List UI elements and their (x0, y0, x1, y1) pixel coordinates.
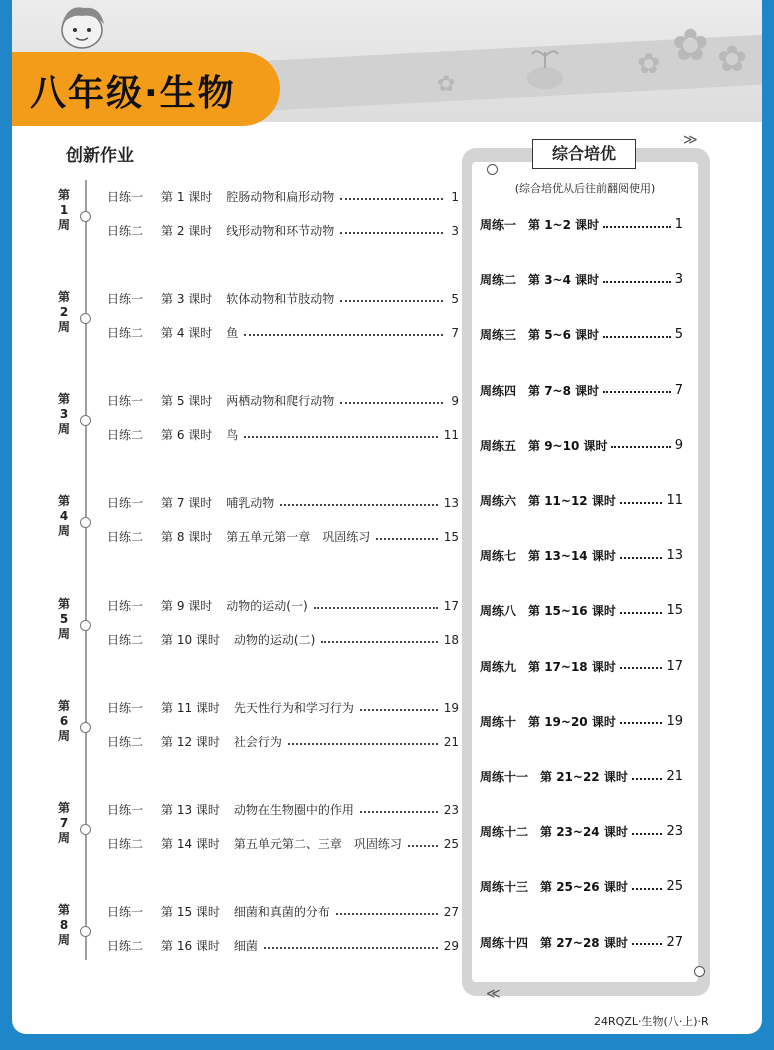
toc-day: 日练二 (107, 530, 144, 544)
panel-row-page: 13 (666, 548, 683, 564)
week-label-char: 4 (59, 509, 69, 523)
panel-row-name: 周练十 (480, 714, 517, 729)
panel-row[interactable] (480, 492, 683, 509)
toc-row[interactable] (107, 597, 459, 614)
dot-leader (620, 667, 663, 669)
week-label-char: 5 (59, 612, 69, 626)
dot-leader (244, 436, 437, 438)
toc-lesson: 第 9 课时 (161, 599, 213, 613)
panel-row[interactable] (480, 271, 683, 288)
panel-row-lessons: 第 17~18 课时 (528, 659, 616, 674)
toc-row[interactable] (107, 937, 459, 954)
toc-day: 日练一 (107, 701, 144, 715)
panel-row-page: 7 (674, 382, 683, 398)
panel-row-name: 周练二 (480, 273, 517, 288)
week-label-char: 周 (57, 933, 70, 947)
panel-row-name: 周练九 (480, 659, 517, 674)
week-label-char: 周 (57, 218, 70, 232)
toc-topic: 细菌和真菌的分布 (233, 905, 330, 919)
panel-row-name: 周练八 (480, 604, 517, 619)
dot-leader (632, 888, 663, 890)
dot-leader (611, 446, 670, 448)
dot-leader (336, 913, 438, 915)
dot-leader (321, 641, 437, 643)
toc-page-number: 3 (451, 223, 459, 238)
toc-topic: 细菌 (233, 939, 258, 953)
toc-page-number: 1 (451, 189, 459, 204)
panel-row-name: 周练三 (480, 328, 517, 343)
toc-row[interactable] (107, 631, 459, 648)
panel-row[interactable] (480, 602, 683, 619)
toc-topic: 两栖动物和爬行动物 (226, 394, 335, 408)
week-label-char: 周 (57, 422, 70, 436)
toc-row[interactable] (107, 324, 459, 341)
week-label-char: 第 (57, 290, 70, 304)
toc-lesson: 第 15 课时 (161, 905, 220, 919)
panel-row-lessons: 第 21~22 课时 (540, 770, 628, 784)
week-label-char: 6 (59, 714, 69, 728)
week-label-char: 第 (57, 801, 70, 815)
panel-row-lessons: 第 11~12 课时 (528, 494, 616, 508)
toc-page-number: 27 (443, 904, 459, 919)
panel-row-name: 周练十一 (480, 770, 529, 784)
toc-lesson: 第 14 课时 (161, 837, 220, 851)
panel-row-lessons: 第 23~24 课时 (540, 825, 628, 840)
dot-leader (620, 502, 663, 504)
ring-icon (487, 164, 498, 175)
toc-lesson: 第 16 课时 (161, 939, 220, 953)
toc-lesson: 第 11 课时 (161, 701, 220, 715)
toc-topic: 线形动物和环节动物 (226, 224, 335, 238)
toc-day: 日练二 (107, 224, 144, 238)
toc-lesson: 第 5 课时 (161, 394, 213, 408)
flower-icon: ✿ (637, 47, 661, 80)
toc-page-number: 19 (443, 700, 459, 715)
week-label (54, 392, 74, 437)
toc-day: 日练二 (107, 735, 144, 749)
panel-row-name: 周练一 (480, 218, 517, 232)
title-tab (12, 52, 280, 126)
page-title: 八年级·生物 (30, 73, 236, 114)
panel-row[interactable] (480, 547, 683, 564)
toc-row[interactable] (107, 733, 459, 750)
toc-row[interactable] (107, 835, 459, 852)
panel-subtitle: (综合培优从后往前翻阅使用) (514, 182, 656, 195)
panel-row-lessons: 第 9~10 课时 (528, 438, 608, 453)
toc-page-number: 17 (443, 598, 459, 613)
toc-day: 日练一 (107, 292, 144, 306)
toc-topic: 哺乳动物 (226, 496, 275, 510)
panel-row-page: 27 (666, 934, 683, 950)
week-label-char: 第 (57, 903, 70, 917)
toc-lesson: 第 12 课时 (161, 735, 220, 749)
panel-row-lessons: 第 3~4 课时 (528, 273, 600, 288)
toc-page-number: 5 (451, 291, 459, 306)
week-label-char: 周 (57, 627, 70, 641)
footer-code: 24RQZL·生物(八·上)·R (594, 1015, 709, 1028)
dot-leader (620, 612, 663, 614)
dot-leader (360, 709, 438, 711)
week-label-char: 周 (57, 524, 70, 538)
panel-row-lessons: 第 1~2 课时 (528, 218, 600, 232)
week-label (54, 290, 74, 335)
dot-leader (280, 504, 437, 506)
flower-icon: ✿ (437, 72, 456, 97)
toc-row[interactable] (107, 528, 459, 545)
toc-topic: 社会行为 (233, 735, 282, 749)
chevron-icon: ≪ (486, 986, 501, 1002)
toc-day: 日练二 (107, 939, 144, 953)
toc-lesson: 第 1 课时 (161, 190, 213, 204)
panel-row-lessons: 第 5~6 课时 (528, 328, 600, 343)
panel-row[interactable] (480, 437, 683, 454)
week-label-char: 第 (57, 597, 70, 611)
dot-leader (603, 391, 671, 393)
toc-lesson: 第 13 课时 (161, 803, 220, 817)
panel-row-lessons: 第 25~26 课时 (540, 880, 628, 895)
toc-topic: 动物的运动(一) (226, 599, 308, 613)
dot-leader (632, 943, 663, 945)
toc-page-number: 11 (443, 427, 459, 442)
panel-row-page: 11 (666, 493, 683, 508)
timeline-line (85, 180, 87, 960)
panel-row-lessons: 第 7~8 课时 (528, 383, 600, 398)
panel-row[interactable] (480, 934, 683, 951)
panel-row[interactable] (480, 878, 683, 895)
dot-leader (360, 811, 438, 813)
toc-day: 日练一 (107, 394, 144, 408)
week-label (54, 903, 74, 948)
panel-row-name: 周练七 (480, 549, 517, 564)
toc-row[interactable] (107, 801, 459, 818)
panel-row[interactable] (480, 382, 683, 399)
week-label-char: 第 (57, 392, 70, 406)
week-label-char: 第 (57, 494, 70, 508)
panel-row-page: 25 (666, 879, 683, 895)
flower-icon: ✿ (672, 20, 709, 71)
toc-lesson: 第 7 课时 (161, 496, 213, 510)
toc-topic: 动物在生物圈中的作用 (233, 803, 354, 817)
panel-row-lessons: 第 19~20 课时 (528, 714, 616, 729)
week-label-char: 周 (57, 831, 70, 845)
panel-row-name: 周练十四 (480, 935, 529, 950)
panel-row[interactable] (480, 713, 683, 730)
panel-row[interactable] (480, 768, 683, 785)
timeline-dot (80, 415, 91, 426)
toc-topic: 先天性行为和学习行为 (233, 701, 354, 715)
week-label-char: 1 (59, 203, 69, 217)
toc-row[interactable] (107, 222, 459, 239)
toc-lesson: 第 2 课时 (161, 224, 213, 238)
toc-topic: 第五单元第二、三章 巩固练习 (233, 837, 402, 851)
toc-row[interactable] (107, 903, 459, 920)
toc-topic: 第五单元第一章 巩固练习 (226, 530, 371, 544)
toc-topic: 动物的运动(二) (233, 633, 316, 647)
toc-page-number: 21 (443, 734, 459, 749)
dot-leader (620, 722, 663, 724)
toc-lesson: 第 8 课时 (161, 530, 213, 544)
toc-lesson: 第 4 课时 (161, 326, 213, 340)
toc-day: 日练一 (107, 905, 144, 919)
ring-icon (694, 966, 705, 977)
toc-lesson: 第 6 课时 (161, 428, 213, 442)
week-label-char: 2 (59, 305, 69, 319)
timeline-dot (80, 517, 91, 528)
week-label-char: 周 (57, 729, 70, 743)
panel-row-page: 9 (674, 437, 683, 453)
panel-title-box (532, 139, 636, 169)
timeline-dot (80, 722, 91, 733)
timeline-dot (80, 824, 91, 835)
dot-leader (376, 538, 437, 540)
toc-page-number: 9 (451, 393, 459, 408)
panel-row-lessons: 第 27~28 课时 (540, 935, 628, 950)
dot-leader (264, 947, 438, 949)
dot-leader (620, 557, 663, 559)
panel-row-name: 周练十三 (480, 880, 529, 895)
toc-topic: 软体动物和节肢动物 (226, 292, 335, 306)
week-label (54, 494, 74, 539)
toc-day: 日练一 (107, 190, 144, 204)
toc-row[interactable] (107, 426, 459, 443)
toc-day: 日练二 (107, 837, 144, 851)
dot-leader (340, 232, 443, 234)
week-label-char: 第 (57, 699, 70, 713)
panel-row[interactable] (480, 823, 683, 840)
panel-row-page: 3 (674, 272, 683, 288)
panel-row-name: 周练四 (480, 383, 517, 398)
toc-row[interactable] (107, 290, 459, 307)
timeline-dot (80, 211, 91, 222)
week-label (54, 801, 74, 846)
week-label (54, 597, 74, 642)
toc-page-number: 25 (443, 836, 459, 851)
toc-page-number: 13 (443, 495, 459, 510)
panel-row-page: 21 (666, 769, 683, 784)
panel-row-page: 23 (666, 824, 683, 840)
timeline-dot (80, 313, 91, 324)
flower-icon: ✿ (717, 39, 748, 80)
panel-row-page: 17 (666, 658, 683, 674)
toc-page-number: 18 (443, 632, 459, 647)
panel-row[interactable] (480, 658, 683, 675)
dot-leader (340, 402, 443, 404)
toc-day: 日练二 (107, 428, 144, 442)
toc-day: 日练二 (107, 326, 144, 340)
toc-lesson: 第 3 课时 (161, 292, 213, 306)
toc-topic: 鱼 (226, 326, 239, 340)
dot-leader (314, 607, 438, 609)
dot-leader (288, 743, 438, 745)
panel-row-page: 1 (674, 217, 683, 232)
toc-page-number: 15 (443, 529, 459, 544)
dot-leader (340, 300, 443, 302)
panel-row-page: 5 (674, 327, 683, 343)
dot-leader (603, 336, 671, 338)
toc-page-number: 7 (451, 325, 459, 340)
week-label (54, 699, 74, 744)
week-label-char: 周 (57, 320, 70, 334)
dot-leader (632, 778, 663, 780)
cartoon-boy-icon (54, 0, 110, 52)
chevron-icon: ≫ (683, 132, 698, 148)
week-label-char: 8 (59, 918, 69, 932)
week-label-char: 7 (59, 816, 69, 830)
toc-day: 日练一 (107, 496, 144, 510)
toc-row[interactable] (107, 392, 459, 409)
sprout-icon (520, 44, 570, 90)
timeline-dot (80, 620, 91, 631)
toc-row[interactable] (107, 188, 459, 205)
panel-row-name: 周练五 (480, 438, 517, 453)
panel-row-lessons: 第 13~14 课时 (528, 549, 616, 564)
timeline-dot (80, 926, 91, 937)
dot-leader (632, 833, 663, 835)
toc-day: 日练一 (107, 803, 144, 817)
panel-row[interactable] (480, 216, 683, 233)
toc-page-number: 29 (443, 938, 459, 953)
toc-row[interactable] (107, 494, 459, 511)
dot-leader (408, 845, 438, 847)
panel-row-name: 周练六 (480, 494, 517, 508)
toc-page-number: 23 (443, 802, 459, 817)
panel-row-page: 19 (666, 713, 683, 729)
week-label-char: 3 (59, 407, 69, 421)
week-label (54, 188, 74, 233)
panel-row-lessons: 第 15~16 课时 (528, 604, 616, 619)
panel-row-page: 15 (666, 603, 683, 619)
panel-row[interactable] (480, 326, 683, 343)
panel-row-name: 周练十二 (480, 825, 529, 840)
dot-leader (603, 226, 671, 228)
toc-topic: 鸟 (226, 428, 239, 442)
section-title: 创新作业 (66, 146, 134, 166)
toc-day: 日练一 (107, 599, 144, 613)
toc-lesson: 第 10 课时 (161, 633, 220, 647)
dot-leader (244, 334, 443, 336)
panel-title: 综合培优 (551, 144, 616, 163)
week-label-char: 第 (57, 188, 70, 202)
toc-day: 日练二 (107, 633, 144, 647)
dot-leader (603, 281, 671, 283)
dot-leader (340, 198, 443, 200)
toc-row[interactable] (107, 699, 459, 716)
toc-topic: 腔肠动物和扁形动物 (226, 190, 335, 204)
